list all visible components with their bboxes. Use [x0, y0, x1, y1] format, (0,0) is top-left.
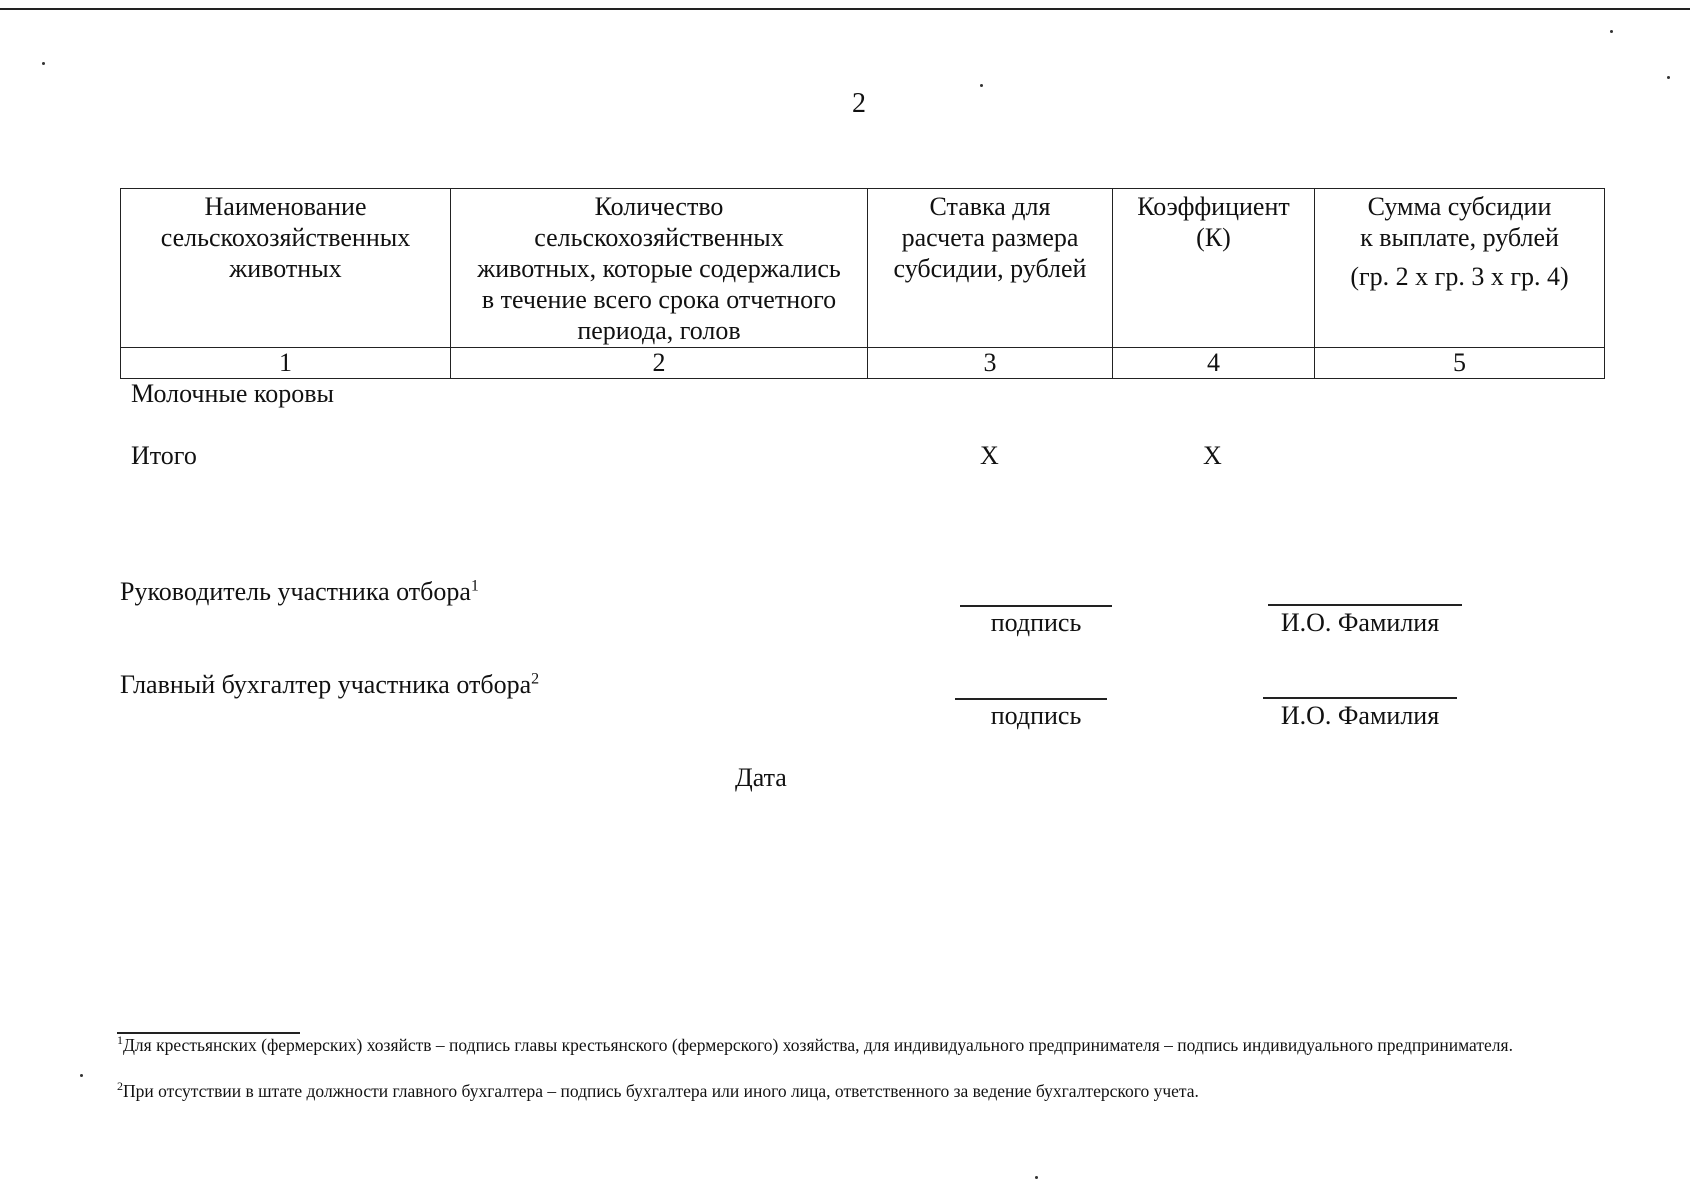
footnote-text: При отсутствии в штате должности главного бухгалтера – подпись бухгалтера или иного лица, ответственного за ведение бухгалтерского учета.	[123, 1081, 1199, 1101]
header-rate	[868, 189, 1113, 348]
accountant-label-text: Главный бухгалтер участника отбора	[120, 670, 532, 699]
scan-speck	[1667, 76, 1670, 79]
head-label-text: Руководитель участника отбора	[120, 577, 471, 606]
header-animal-name	[121, 189, 451, 348]
header-line: субсидии, рублей	[893, 254, 1087, 283]
page-number: 2	[852, 88, 866, 119]
head-name-caption: И.О. Фамилия	[1280, 608, 1440, 637]
scan-speck	[42, 62, 45, 65]
subsidy-table	[120, 188, 1605, 379]
head-signature-line	[960, 605, 1112, 607]
header-line: к выплате, рублей	[1360, 223, 1559, 252]
footnote-ref: 1	[470, 577, 479, 595]
header-line: сельскохозяйственных	[160, 223, 411, 252]
footnote-ref: 1	[117, 1033, 123, 1048]
footnote-2	[117, 1080, 1607, 1102]
footnote-text: Для крестьянских (фермерских) хозяйств – подпись главы крестьянского (фермерского) хозяйства, для индивидуального предпринимателя – подпись индивидуального предпринимателя.	[123, 1035, 1513, 1055]
column-number: 1	[121, 348, 451, 379]
header-line: периода, голов	[577, 316, 741, 345]
head-name-line	[1268, 604, 1462, 606]
header-coefficient	[1113, 189, 1315, 348]
accountant-name-caption: И.О. Фамилия	[1280, 701, 1440, 730]
row-total-label: Итого	[131, 441, 197, 470]
header-animal-count	[451, 189, 868, 348]
header-formula: (гр. 2 х гр. 3 х гр. 4)	[1350, 262, 1569, 291]
header-line: животных	[229, 254, 342, 283]
accountant-signature-line	[955, 698, 1107, 700]
scan-speck	[80, 1074, 83, 1077]
accountant-signature-caption: подпись	[990, 701, 1082, 730]
row-dairy-cows: Молочные коровы	[131, 379, 334, 408]
header-line: Коэффициент	[1137, 192, 1290, 221]
row-total-col3: Х	[980, 441, 999, 470]
column-number: 4	[1113, 348, 1315, 379]
top-scan-rule	[0, 8, 1690, 10]
head-signature-caption: подпись	[990, 608, 1082, 637]
header-line: Количество	[594, 192, 724, 221]
head-signature-label	[120, 577, 479, 607]
header-line: сельскохозяйственных	[534, 223, 784, 252]
table-header-row	[121, 189, 1605, 348]
header-line: расчета размера	[901, 223, 1079, 252]
column-number-row	[121, 348, 1605, 379]
column-number: 3	[868, 348, 1113, 379]
header-line: Сумма субсидии	[1367, 192, 1552, 221]
footnote-1	[117, 1034, 1607, 1056]
column-number: 2	[451, 348, 868, 379]
footnote-ref: 2	[117, 1079, 123, 1094]
header-line: Наименование	[204, 192, 367, 221]
date-label: Дата	[735, 763, 787, 792]
header-line: Ставка для	[929, 192, 1051, 221]
header-line: в течение всего срока отчетного	[481, 285, 837, 314]
header-line: животных, которые содержались	[477, 254, 841, 283]
scan-speck	[1610, 30, 1613, 33]
header-line: (К)	[1196, 223, 1231, 252]
footnote-ref: 2	[531, 670, 540, 688]
accountant-name-line	[1263, 697, 1457, 699]
header-subsidy-sum	[1315, 189, 1605, 348]
accountant-signature-label	[120, 670, 539, 700]
row-total-col4: Х	[1203, 441, 1222, 470]
scan-speck	[1035, 1176, 1038, 1179]
scan-speck	[980, 84, 983, 87]
column-number: 5	[1315, 348, 1605, 379]
